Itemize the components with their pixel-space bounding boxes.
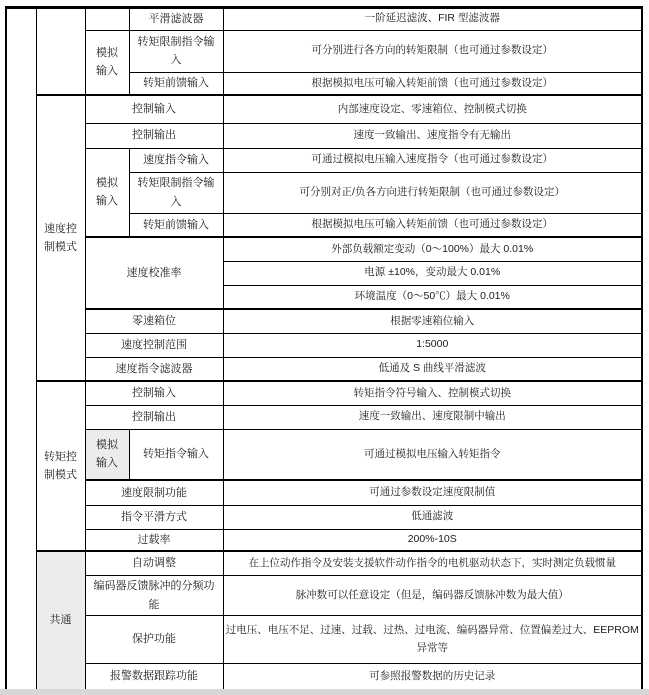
item-label-encoder-feedback-pulse-division: 编码器反馈脉冲的分频功能 — [85, 575, 223, 615]
item-value-control-output-torque: 速度一致输出、速度限制中输出 — [223, 405, 642, 429]
item-value-torque-feedforward-input: 根据模拟电压可输入转矩前馈（也可通过参数设定） — [223, 72, 642, 95]
item-label-zero-speed-clamp: 零速箱位 — [85, 309, 223, 333]
group-analog-input-torque: 模拟输入 — [85, 429, 129, 480]
item-label-smoothing-filter: 平滑滤波器 — [129, 8, 223, 31]
item-label-torque-feedforward-input: 转矩前馈输入 — [129, 72, 223, 95]
group-speed-calibration-rate: 速度校准率 — [85, 237, 223, 309]
item-value-torque-feedforward-input-speed: 根据模拟电压可输入转矩前馈（也可通过参数设定） — [223, 213, 642, 237]
item-value-cmd-smoothing-method: 低通滤波 — [223, 505, 642, 529]
item-value-control-input-speed: 内部速度设定、零速箱位、控制模式切换 — [223, 95, 642, 123]
item-label-control-input-torque: 控制输入 — [85, 381, 223, 405]
item-value-overload-rate: 200%-10S — [223, 529, 642, 551]
specification-table — [5, 6, 643, 691]
item-value-smoothing-filter: 一阶延迟滤波、FIR 型滤波器 — [223, 8, 642, 31]
item-value-control-input-torque: 转矩指令符号输入、控制模式切换 — [223, 381, 642, 405]
item-label-control-input-speed: 控制输入 — [85, 95, 223, 123]
item-value-alarm-data-trace-function: 可参照报警数据的历史记录 — [223, 664, 642, 690]
item-value-speed-cmd-filter: 低通及 S 曲线平滑滤波 — [223, 357, 642, 381]
item-value-torque-limit-cmd-input-speed: 可分别对正/负各方向进行转矩限制（也可通过参数设定） — [223, 172, 642, 213]
item-label-control-output-speed: 控制输出 — [85, 123, 223, 148]
item-value-power-supply-variation: 电源 ±10%，变动最大 0.01% — [223, 261, 642, 285]
item-value-auto-tuning: 在上位动作指令及安装支援软件动作指令的电机驱动状态下，实时测定负载惯量 — [223, 551, 642, 575]
item-value-speed-control-range: 1:5000 — [223, 333, 642, 357]
page-bottom-edge — [0, 689, 649, 695]
item-value-speed-cmd-input: 可通过模拟电压输入速度指令（也可通过参数设定） — [223, 148, 642, 172]
group-speed-control-mode: 速度控制模式 — [36, 95, 85, 381]
item-label-speed-cmd-filter: 速度指令滤波器 — [85, 357, 223, 381]
item-label-overload-rate: 过载率 — [85, 529, 223, 551]
item-value-protection-function: 过电压、电压不足、过速、过载、过热、过电流、编码器异常、位置偏差过大、EEPROM 异常等 — [223, 616, 642, 664]
group-common: 共通 — [36, 551, 85, 689]
item-label-speed-cmd-input: 速度指令输入 — [129, 148, 223, 172]
empty-section-cell-top — [36, 8, 85, 96]
item-label-torque-limit-cmd-input: 转矩限制指令输入 — [129, 30, 223, 72]
item-label-auto-tuning: 自动调整 — [85, 551, 223, 575]
group-analog-input-speed: 模拟输入 — [85, 148, 129, 237]
item-value-encoder-feedback-pulse-division: 脉冲数可以任意设定（但是，编码器反馈脉冲数为最大值） — [223, 575, 642, 615]
item-label-alarm-data-trace-function: 报警数据跟踪功能 — [85, 664, 223, 690]
item-label-control-output-torque: 控制输出 — [85, 405, 223, 429]
group-torque-control-mode: 转矩控制模式 — [36, 381, 85, 551]
item-value-torque-limit-cmd-input: 可分别进行各方向的转矩限制（也可通过参数设定） — [223, 30, 642, 72]
item-value-zero-speed-clamp: 根据零速箱位输入 — [223, 309, 642, 333]
empty-subgroup-cell-top — [85, 8, 129, 31]
item-label-protection-function: 保护功能 — [85, 616, 223, 664]
item-label-speed-limit-function: 速度限制功能 — [85, 480, 223, 505]
item-label-cmd-smoothing-method: 指令平滑方式 — [85, 505, 223, 529]
item-value-external-load-variation: 外部负载额定变动（0～100%）最大 0.01% — [223, 237, 642, 261]
item-label-torque-cmd-input: 转矩指令输入 — [129, 429, 223, 480]
item-label-speed-control-range: 速度控制范围 — [85, 333, 223, 357]
item-label-torque-feedforward-input-speed: 转矩前馈输入 — [129, 213, 223, 237]
group-analog-input-top: 模拟输入 — [85, 30, 129, 95]
item-value-control-output-speed: 速度一致输出、速度指令有无输出 — [223, 123, 642, 148]
item-value-torque-cmd-input: 可通过模拟电压输入转矩指令 — [223, 429, 642, 480]
left-margin-column-cell — [6, 8, 36, 690]
item-label-torque-limit-cmd-input-speed: 转矩限制指令输入 — [129, 172, 223, 213]
item-value-speed-limit-function: 可通过参数设定速度限制值 — [223, 480, 642, 505]
item-value-ambient-temperature-variation: 环境温度（0～50℃）最大 0.01% — [223, 285, 642, 309]
